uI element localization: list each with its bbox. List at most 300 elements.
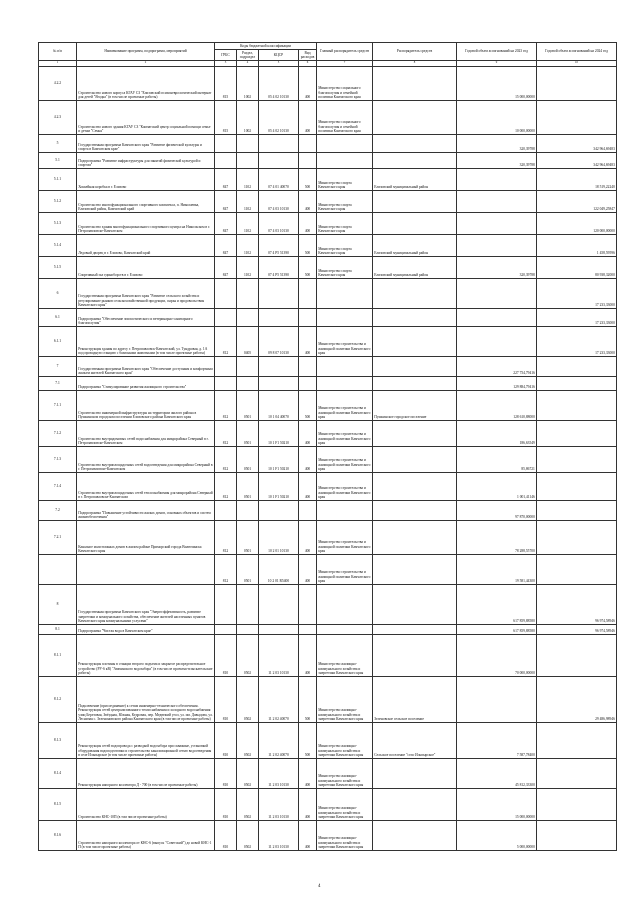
row-main-manager — [317, 500, 373, 520]
table-row — [39, 420, 617, 446]
table-row — [39, 758, 617, 788]
row-main-manager: Министерство социального благополучия и семейной политики Камчатского края — [317, 66, 373, 100]
row-recipient — [373, 584, 457, 624]
row-grbs — [215, 134, 237, 152]
row-amount-2024 — [537, 520, 617, 554]
row-name: Строительство нового здания КГАУ СЗ "Камчатский центр социальной помощи семье и детям "Семья" — [77, 100, 215, 134]
row-vr: 500 — [299, 256, 317, 278]
row-grbs — [215, 152, 237, 168]
row-name: Каналное малоэтажных домов в жилом районе Приморский города Вилючинска Камчатского края — [77, 520, 215, 554]
row-amount-2023 — [457, 326, 537, 356]
row-grbs: 847 — [215, 168, 237, 190]
table-row — [39, 554, 617, 584]
row-number: 6.1 — [39, 308, 77, 326]
row-vr: 400 — [299, 820, 317, 850]
row-rzpr: 0502 — [237, 634, 259, 676]
row-recipient — [373, 472, 457, 500]
row-vr — [299, 152, 317, 168]
row-amount-2023: 617 859,88580 — [457, 584, 537, 624]
row-main-manager: Министерство спорта Камчатского края — [317, 234, 373, 256]
row-name: Реконструкция здания по адресу г. Петропавловск-Камчатский, ул. Тундровая, д. 1А под проводную станцию с базисными животными (в том числе проектные работы) — [77, 326, 215, 356]
row-recipient — [373, 278, 457, 308]
row-rzpr: 0405 — [237, 326, 259, 356]
row-grbs: 847 — [215, 212, 237, 234]
row-number: 6.1.1 — [39, 326, 77, 356]
table-body — [39, 66, 617, 850]
row-name: Спортивный зал единоборств в г. Елизово — [77, 256, 215, 278]
row-vr: 400 — [299, 634, 317, 676]
header-codes: Коды бюджетной классификации — [215, 43, 317, 50]
row-recipient: Елизовский муниципальный район — [373, 168, 457, 190]
row-grbs: 810 — [215, 820, 237, 850]
row-recipient — [373, 308, 457, 326]
row-recipient — [373, 554, 457, 584]
row-amount-2023 — [457, 212, 537, 234]
row-vr: 500 — [299, 676, 317, 722]
row-number: 8.1.4 — [39, 758, 77, 788]
row-grbs — [215, 624, 237, 634]
row-amount-2023: 320,39788 — [457, 134, 537, 152]
row-vr: 400 — [299, 520, 317, 554]
row-amount-2024 — [537, 722, 617, 758]
row-main-manager: Министерство жилищно-коммунального хозяйства и энергетики Камчатского края — [317, 820, 373, 850]
row-kcsr: 07 4 P5 51390 — [259, 256, 299, 278]
row-number: 8.1.6 — [39, 820, 77, 850]
row-number: 8.1.5 — [39, 788, 77, 820]
row-name: Строительство многофункционального спортивного комплекса, п. Николаевка, Елизовский район, Камчатский край — [77, 190, 215, 212]
table-row — [39, 676, 617, 722]
row-amount-2023: 15 000,00000 — [457, 788, 537, 820]
row-main-manager: Министерство спорта Камчатского края — [317, 212, 373, 234]
row-amount-2023: 1 001,41146 — [457, 472, 537, 500]
row-vr — [299, 376, 317, 390]
row-amount-2024: 342 964,69483 — [537, 152, 617, 168]
row-name: Подпрограмма "Развитие инфраструктуры для занятий физической культурой и спортом" — [77, 152, 215, 168]
table-row — [39, 820, 617, 850]
table-row — [39, 66, 617, 100]
row-rzpr: 1102 — [237, 190, 259, 212]
table-row — [39, 212, 617, 234]
row-kcsr — [259, 152, 299, 168]
row-name: Ледовый дворец в г. Елизово, Камчатский край — [77, 234, 215, 256]
row-number: 8.1.1 — [39, 634, 77, 676]
row-vr: 400 — [299, 326, 317, 356]
row-main-manager: Министерство жилищно-коммунального хозяйства и энергетики Камчатского края — [317, 634, 373, 676]
row-rzpr: 1102 — [237, 168, 259, 190]
table-row — [39, 190, 617, 212]
row-kcsr: 11 2 03 10130 — [259, 788, 299, 820]
row-amount-2024 — [537, 446, 617, 472]
row-recipient: Елизовский муниципальный район — [373, 256, 457, 278]
row-grbs: 812 — [215, 390, 237, 420]
row-recipient — [373, 634, 457, 676]
row-number: 8.1.3 — [39, 722, 77, 758]
row-recipient — [373, 100, 457, 134]
column-index-cell: 2 — [77, 60, 215, 66]
row-name: Строительство внутриплощадочных сетей водоотведения для микрорайона Северный в г. Петропавловске-Камчатском — [77, 446, 215, 472]
row-recipient: Сельское поселение "село Ильпырское" — [373, 722, 457, 758]
row-rzpr: 0501 — [237, 446, 259, 472]
row-amount-2024: 80 938,32000 — [537, 256, 617, 278]
row-amount-2023: 186,63549 — [457, 420, 537, 446]
row-recipient — [373, 326, 457, 356]
row-recipient — [373, 66, 457, 100]
row-amount-2024: 120 000,00000 — [537, 212, 617, 234]
row-rzpr — [237, 308, 259, 326]
row-amount-2024: 122 049,25847 — [537, 190, 617, 212]
row-grbs — [215, 278, 237, 308]
row-amount-2023: 129 884,79416 — [457, 376, 537, 390]
row-amount-2024 — [537, 356, 617, 376]
table-row — [39, 234, 617, 256]
row-rzpr: 1002 — [237, 66, 259, 100]
row-grbs: 810 — [215, 676, 237, 722]
column-index-cell: 10 — [537, 60, 617, 66]
row-amount-2024: 96 974,58946 — [537, 584, 617, 624]
header-rzpr: Раздел, подраздел — [237, 49, 259, 60]
row-recipient — [373, 376, 457, 390]
header-2023: Годовой объем ассигнований на 2023 год — [457, 43, 537, 61]
row-grbs: 810 — [215, 758, 237, 788]
row-amount-2023: 320,39788 — [457, 152, 537, 168]
row-kcsr: 07 4 03 10130 — [259, 190, 299, 212]
header-recipient: Распорядитель средств — [373, 43, 457, 61]
row-amount-2023: 97 870,00000 — [457, 500, 537, 520]
row-kcsr: 11 2 02 40070 — [259, 676, 299, 722]
row-rzpr: 0501 — [237, 472, 259, 500]
column-index-cell: 6 — [299, 60, 317, 66]
row-main-manager: Министерство строительства и жилищной политики Камчатского края — [317, 326, 373, 356]
row-rzpr: 0502 — [237, 676, 259, 722]
column-index-cell: 9 — [457, 60, 537, 66]
column-index-cell: 5 — [259, 60, 299, 66]
row-rzpr — [237, 624, 259, 634]
row-amount-2024 — [537, 376, 617, 390]
row-number: 5.1.1 — [39, 168, 77, 190]
row-number: 4.2.2 — [39, 66, 77, 100]
header-2024: Годовой объем ассигнований на 2024 год — [537, 43, 617, 61]
row-number: 5 — [39, 134, 77, 152]
row-rzpr: 1102 — [237, 256, 259, 278]
row-amount-2024 — [537, 758, 617, 788]
row-vr: 400 — [299, 788, 317, 820]
row-amount-2024 — [537, 634, 617, 676]
row-number: 7.1 — [39, 376, 77, 390]
row-vr: 500 — [299, 168, 317, 190]
row-kcsr — [259, 624, 299, 634]
row-amount-2024 — [537, 500, 617, 520]
column-index-cell: 3 — [215, 60, 237, 66]
row-amount-2024 — [537, 66, 617, 100]
row-amount-2023: 5 000,00000 — [457, 820, 537, 850]
row-rzpr: 0501 — [237, 554, 259, 584]
row-rzpr: 0501 — [237, 520, 259, 554]
table-row — [39, 500, 617, 520]
row-grbs: 810 — [215, 634, 237, 676]
row-name: Подключение (присоединение) к сетям инженерно-технического обеспечения. Реконструкция сетей централизованного теплоснабжения и холодного водоснабжения улиц Березовая, Звёздная, Южная, Кедровая, пер. Медвежий угол, ул. им. Давыдова, ул. Лесничая с. Зеленоновского района Камчатского края (в том числе проектные работы) — [77, 676, 215, 722]
row-rzpr: 0502 — [237, 820, 259, 850]
row-grbs: 812 — [215, 520, 237, 554]
row-name: Строительство внутридомовых сетей водоснабжения для микрорайона Северный в г. Петропавловске-Камчатском — [77, 420, 215, 446]
row-rzpr — [237, 152, 259, 168]
row-amount-2023: 617 859,88580 — [457, 624, 537, 634]
table-row — [39, 308, 617, 326]
row-main-manager — [317, 278, 373, 308]
row-kcsr: 11 2 02 40070 — [259, 722, 299, 758]
row-main-manager: Министерство спорта Камчатского края — [317, 168, 373, 190]
row-rzpr — [237, 584, 259, 624]
row-main-manager: Министерство жилищно-коммунального хозяйства и энергетики Камчатского края — [317, 788, 373, 820]
row-amount-2024: 17 233,33000 — [537, 278, 617, 308]
row-amount-2024 — [537, 420, 617, 446]
table-row — [39, 152, 617, 168]
row-kcsr — [259, 356, 299, 376]
row-main-manager: Министерство строительства и жилищной политики Камчатского края — [317, 390, 373, 420]
row-main-manager: Министерство жилищно-коммунального хозяйства и энергетики Камчатского края — [317, 758, 373, 788]
row-kcsr: 10 1 F1 50210 — [259, 446, 299, 472]
row-number: 8.1.2 — [39, 676, 77, 722]
row-number: 8.1 — [39, 624, 77, 634]
row-recipient: Зеленовское сельское поселение — [373, 676, 457, 722]
row-kcsr: 05 4 02 10130 — [259, 66, 299, 100]
row-amount-2023: 10 000,00000 — [457, 100, 537, 134]
row-vr — [299, 356, 317, 376]
row-recipient — [373, 624, 457, 634]
row-number: 5.1.3 — [39, 212, 77, 234]
row-amount-2023: 70 000,00000 — [457, 634, 537, 676]
row-kcsr: 09 8 07 10130 — [259, 326, 299, 356]
row-name: Государственная программа Камчатского края "Обеспечение доступным и комфортным жильем жителей Камчатского края" — [77, 356, 215, 376]
row-name: Реконструкция напорного коллектора Д - 700 (в том числе проектные работы) — [77, 758, 215, 788]
row-grbs: 847 — [215, 190, 237, 212]
header-main: Главный распорядитель средств — [317, 43, 373, 61]
row-amount-2024: 17 233,33000 — [537, 326, 617, 356]
column-index-cell: 4 — [237, 60, 259, 66]
row-main-manager: Министерство спорта Камчатского края — [317, 256, 373, 278]
row-number: 6 — [39, 278, 77, 308]
table-header-row — [39, 43, 617, 50]
row-name: Строительство нового корпуса КГАУ СЗ "Елизовский психоневрологический интернат для детей "Ягодка" (в том числе проектные работы) — [77, 66, 215, 100]
row-number: 5.1 — [39, 152, 77, 168]
row-name: Подпрограмма "Обеспечение эпизоотического и ветеринарно-санитарного благополучия" — [77, 308, 215, 326]
row-name: Строительство здания многофункционального спортивного центра на Никольском в г. Петропавловске-Камчатском — [77, 212, 215, 234]
row-recipient — [373, 190, 457, 212]
row-kcsr — [259, 134, 299, 152]
row-rzpr — [237, 134, 259, 152]
row-number: 5.1.2 — [39, 190, 77, 212]
row-recipient — [373, 134, 457, 152]
row-rzpr: 0501 — [237, 420, 259, 446]
budget-table — [38, 42, 617, 851]
row-kcsr: 11 2 03 10130 — [259, 634, 299, 676]
row-amount-2024 — [537, 820, 617, 850]
header-name: Наименование программ, подпрограмм, мероприятий — [77, 43, 215, 61]
row-amount-2023: 15 000,00000 — [457, 66, 537, 100]
row-rzpr — [237, 278, 259, 308]
column-index-cell: 8 — [373, 60, 457, 66]
row-recipient — [373, 500, 457, 520]
row-vr — [299, 308, 317, 326]
row-grbs — [215, 500, 237, 520]
row-kcsr — [259, 308, 299, 326]
row-main-manager: Министерство строительства и жилищной политики Камчатского края — [317, 472, 373, 500]
row-main-manager — [317, 376, 373, 390]
row-vr: 400 — [299, 212, 317, 234]
row-amount-2023: 78 288,55700 — [457, 520, 537, 554]
row-kcsr: 07 4 01 40070 — [259, 168, 299, 190]
row-amount-2023: 85,86721 — [457, 446, 537, 472]
row-main-manager: Министерство жилищно-коммунального хозяйства и энергетики Камчатского края — [317, 722, 373, 758]
row-recipient: Пушкинское городское поселение — [373, 390, 457, 420]
table-row — [39, 390, 617, 420]
row-name: Хоккейная коробка в г. Елизово — [77, 168, 215, 190]
row-vr: 400 — [299, 190, 317, 212]
table-row — [39, 446, 617, 472]
row-kcsr — [259, 376, 299, 390]
row-vr: 500 — [299, 722, 317, 758]
row-main-manager: Министерство строительства и жилищной политики Камчатского края — [317, 420, 373, 446]
row-vr — [299, 500, 317, 520]
row-main-manager: Министерство спорта Камчатского края — [317, 190, 373, 212]
row-vr: 400 — [299, 420, 317, 446]
row-name: Реконструкция плотины в станции второго подъема и закрытое распределительное устройство (РУ-6 кВ) "Авачинского водозабора" (в том числе проектно-изыскательские работы) — [77, 634, 215, 676]
row-amount-2024: 1 458,59596 — [537, 234, 617, 256]
row-grbs: 847 — [215, 256, 237, 278]
row-name — [77, 554, 215, 584]
row-recipient — [373, 356, 457, 376]
row-amount-2023: 45 812,33300 — [457, 758, 537, 788]
row-grbs: 810 — [215, 722, 237, 758]
row-amount-2024: 342 964,69483 — [537, 134, 617, 152]
row-amount-2024 — [537, 472, 617, 500]
row-vr — [299, 134, 317, 152]
row-amount-2023: 19 581,44300 — [457, 554, 537, 584]
table-row — [39, 356, 617, 376]
row-amount-2024 — [537, 390, 617, 420]
row-grbs: 812 — [215, 446, 237, 472]
row-grbs: 810 — [215, 788, 237, 820]
row-vr: 500 — [299, 390, 317, 420]
row-rzpr: 0501 — [237, 390, 259, 420]
page-number: 4 — [318, 884, 321, 889]
row-vr — [299, 584, 317, 624]
header-kcsr: КЦСР — [259, 49, 299, 60]
table-row — [39, 624, 617, 634]
row-grbs: 812 — [215, 554, 237, 584]
row-amount-2023 — [457, 168, 537, 190]
row-rzpr: 1102 — [237, 212, 259, 234]
row-number: 7.1.3 — [39, 446, 77, 472]
row-grbs: 812 — [215, 326, 237, 356]
row-amount-2023 — [457, 278, 537, 308]
row-rzpr: 0502 — [237, 788, 259, 820]
row-name: Подпрограмма "Чистая вода в Камчатском крае" — [77, 624, 215, 634]
row-name: Реконструкция сетей водопровода с разводкой водозабора при скважине, установкой оборудования водоподготовки и строительство канализационной сетью водоотведения в селе Ильпырское (в том числе проектные работы) — [77, 722, 215, 758]
table-row — [39, 584, 617, 624]
row-kcsr: 07 4 03 10130 — [259, 212, 299, 234]
row-vr: 500 — [299, 234, 317, 256]
table-row — [39, 376, 617, 390]
row-number: 7.2.1 — [39, 520, 77, 554]
row-name: Государственная программа Камчатского края "Энергоэффективность, развитие энергетики и коммунального хозяйства, обеспечение жителей населенных пунктов Камчатского края коммунальными услугами" — [77, 584, 215, 624]
row-vr: 400 — [299, 100, 317, 134]
table-row — [39, 472, 617, 500]
row-name: Строительство внутриплощадочных сетей теплоснабжения для микрорайона Северный в г. Петропавловске-Камчатском — [77, 472, 215, 500]
row-number: 7.1.1 — [39, 390, 77, 420]
row-amount-2024: 17 233,33000 — [537, 308, 617, 326]
row-recipient — [373, 420, 457, 446]
row-main-manager — [317, 584, 373, 624]
row-recipient — [373, 820, 457, 850]
row-main-manager — [317, 356, 373, 376]
row-recipient — [373, 788, 457, 820]
row-main-manager: Министерство социального благополучия и семейной политики Камчатского края — [317, 100, 373, 134]
row-rzpr — [237, 356, 259, 376]
table-row — [39, 100, 617, 134]
row-recipient: Елизовский муниципальный район — [373, 234, 457, 256]
row-number: 7.1.2 — [39, 420, 77, 446]
row-kcsr: 10 1 F1 50210 — [259, 420, 299, 446]
column-index-cell: 7 — [317, 60, 373, 66]
row-amount-2023 — [457, 676, 537, 722]
row-amount-2023 — [457, 190, 537, 212]
row-amount-2023: 320,39788 — [457, 256, 537, 278]
row-vr — [299, 278, 317, 308]
row-recipient — [373, 152, 457, 168]
row-rzpr — [237, 376, 259, 390]
row-grbs: 812 — [215, 472, 237, 500]
row-amount-2024 — [537, 788, 617, 820]
row-main-manager — [317, 624, 373, 634]
row-vr: 400 — [299, 66, 317, 100]
table-row — [39, 134, 617, 152]
row-amount-2023: 128 610,88000 — [457, 390, 537, 420]
row-grbs: 815 — [215, 66, 237, 100]
row-recipient — [373, 446, 457, 472]
row-name: Государственная программа Камчатского края "Развитие сельского хозяйства и регулирование рынков сельскохозяйственной продукции, сырья и продовольствия Камчатского края" — [77, 278, 215, 308]
row-number: 7.2 — [39, 500, 77, 520]
row-kcsr: 05 4 02 10130 — [259, 100, 299, 134]
row-vr — [299, 624, 317, 634]
row-name: Строительство инженерной инфраструктуры на территории жилого района в Пушкинском городском поселении Елизовского района Камчатского края — [77, 390, 215, 420]
row-vr: 400 — [299, 446, 317, 472]
row-rzpr: 0502 — [237, 758, 259, 788]
row-main-manager: Министерство строительства и жилищной политики Камчатского края — [317, 554, 373, 584]
table-row — [39, 256, 617, 278]
row-kcsr — [259, 278, 299, 308]
table-row — [39, 634, 617, 676]
row-name: Строительство напорного коллектора от КНС-6 (выпуск "Советский") до новой КНС-1 П (в том числе проектные работы) — [77, 820, 215, 850]
row-grbs — [215, 356, 237, 376]
row-vr: 400 — [299, 472, 317, 500]
row-amount-2023 — [457, 234, 537, 256]
row-number: 5.1.5 — [39, 256, 77, 278]
column-index-cell: 1 — [39, 60, 77, 66]
table-row — [39, 788, 617, 820]
row-rzpr — [237, 500, 259, 520]
row-grbs: 812 — [215, 420, 237, 446]
row-grbs — [215, 584, 237, 624]
row-kcsr: 11 2 03 10130 — [259, 758, 299, 788]
row-rzpr: 0502 — [237, 722, 259, 758]
row-amount-2024: 18 519,22240 — [537, 168, 617, 190]
header-vr: Вид расходов — [299, 49, 317, 60]
row-main-manager: Министерство строительства и жилищной политики Камчатского края — [317, 446, 373, 472]
row-number: 7.1.4 — [39, 472, 77, 500]
row-grbs: 815 — [215, 100, 237, 134]
row-number: 5.1.4 — [39, 234, 77, 256]
row-amount-2024 — [537, 100, 617, 134]
